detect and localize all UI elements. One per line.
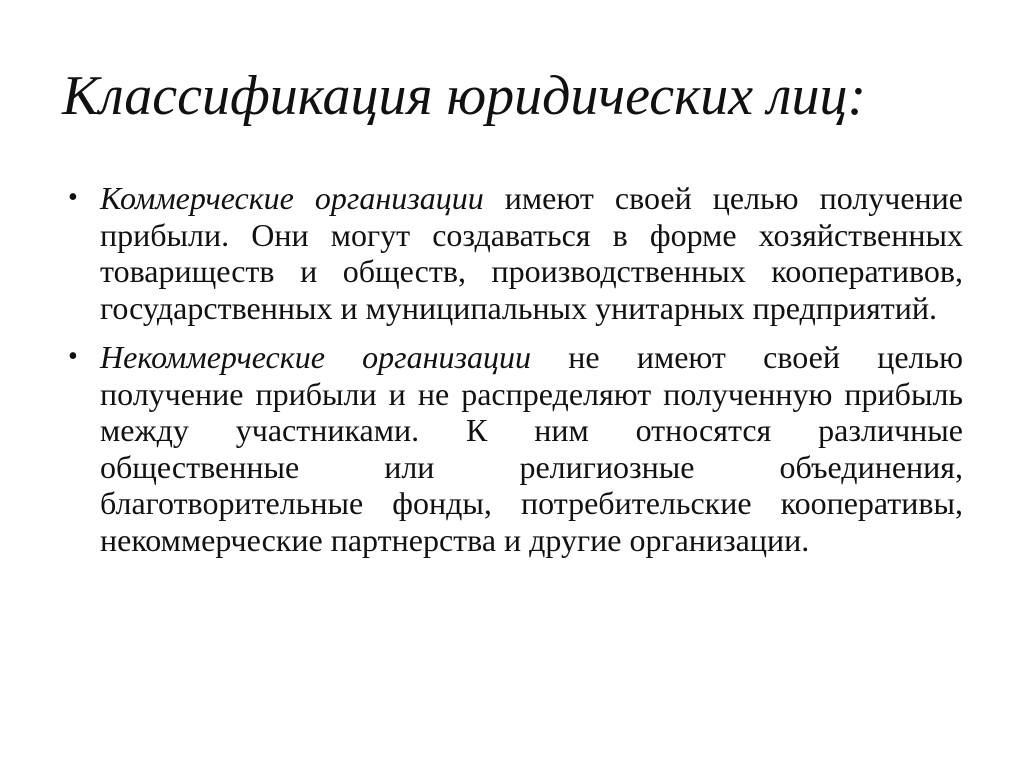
bullet-icon: • (68, 182, 78, 213)
list-item-commercial (62, 180, 963, 326)
bullet-icon: • (68, 341, 78, 372)
list-item-noncommercial (62, 339, 963, 558)
text-commercial: имеют своей целью получение прибыли. Они могут создаваться в форме хозяйственных товариществ и обществ, производственных кооперативов, государственных и муниципальных унитарных предприятий. (100, 180, 964, 326)
term-commercial: Коммерческие организации (100, 180, 484, 216)
term-noncommercial: Некоммерческие организации (100, 339, 531, 375)
bullet-list (62, 180, 963, 558)
slide-title: Классификация юридических лиц: (62, 65, 867, 127)
text-noncommercial: не имеют своей целью получение прибыли и не распределяют полученную прибыль между участниками. К ним относятся различные общественные или религиозные объединения, благотворительные фонды, потребительские кооперативы, некоммерческие партнерства и другие организации. (100, 339, 964, 558)
